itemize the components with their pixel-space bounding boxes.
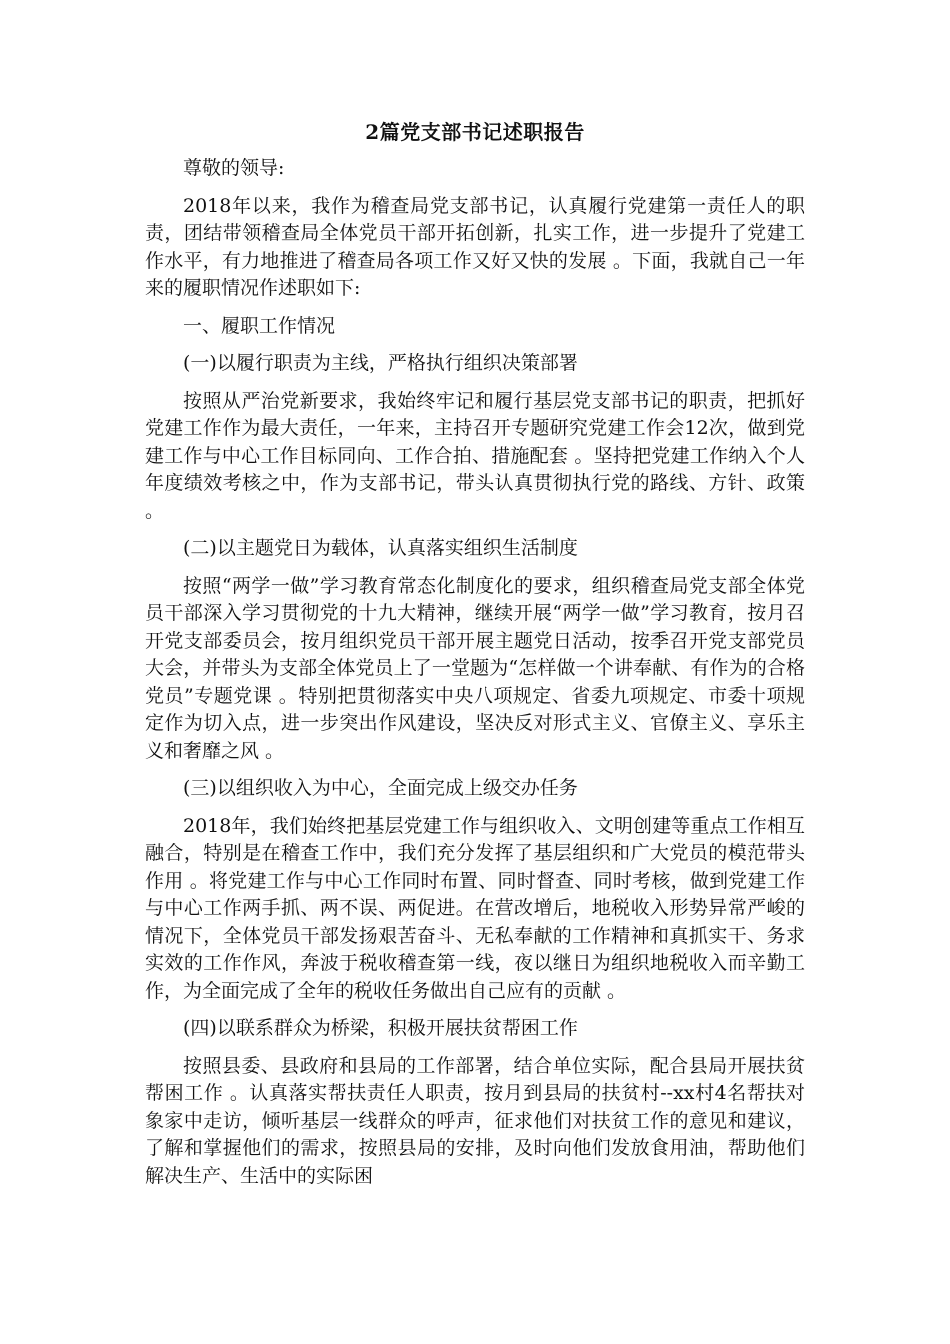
intro-paragraph: 2018年以来，我作为稽查局党支部书记，认真履行党建第一责任人的职责，团结带领稽查局全体党员干部开拓创新，扎实工作，进一步提升了党建工作水平，有力地推进了稽查局各项工作又好又快的发展 。下面，我就自己一年来的履职情况作述职如下: <box>145 194 805 299</box>
salutation: 尊敬的领导: <box>183 157 285 179</box>
subsection-heading-2: (二)以主题党日为载体，认真落实组织生活制度 <box>183 537 578 559</box>
subsection-heading-1: (一)以履行职责为主线，严格执行组织决策部署 <box>183 352 578 374</box>
subsection-body-2: 按照“两学一做”学习教育常态化制度化的要求，组织稽查局党支部全体党员干部深入学习贯彻党的十九大精神，继续开展“两学一做”学习教育，按月召开党支部委员会，按月组织党员干部开展主题党日活动，按季召开党支部党员大会，并带头为支部全体党员上了一堂题为“怎样做一个讲奉献、有作为的合格党员”专题党课 。特别把贯彻落实中央八项规定、省委九项规定、市委十项规定作为切入点，进一步突出作风建设，坚决反对形式主义、官僚主义、享乐主义和奢靡之风 。 <box>145 574 805 762</box>
subsection-body-4: 按照县委、县政府和县局的工作部署，结合单位实际，配合县局开展扶贫帮困工作 。认真落实帮扶责任人职责，按月到县局的扶贫村--xx村4名帮扶对象家中走访，倾听基层一线群众的呼声，征求他们对扶贫工作的意见和建议，了解和掌握他们的需求，按照县局的安排，及时向他们发放食用油，帮助他们解决生产、生活中的实际困 <box>145 1054 805 1187</box>
subsection-heading-3: (三)以组织收入为中心，全面完成上级交办任务 <box>183 777 578 799</box>
subsection-heading-4: (四)以联系群众为桥梁，积极开展扶贫帮困工作 <box>183 1017 578 1039</box>
subsection-body-3: 2018年，我们始终把基层党建工作与组织收入、文明创建等重点工作相互融合，特别是在稽查工作中，我们充分发挥了基层组织和广大党员的模范带头作用 。将党建工作与中心工作同时布置、同时督查、同时考核，做到党建工作与中心工作两手抓、两不误、两促进。在营改增后，地税收入形势异常严峻的情况下，全体党员干部发扬艰苦奋斗、无私奉献的工作精神和真抓实干、务求实效的工作作风，奔波于税收稽查第一线，夜以继日为组织地税收入而辛勤工作，为全面完成了全年的税收任务做出自己应有的贡献 。 <box>145 814 805 1002</box>
subsection-body-1: 按照从严治党新要求，我始终牢记和履行基层党支部书记的职责，把抓好党建工作作为最大责任，一年来，主持召开专题研究党建工作会12次，做到党建工作与中心工作目标同向、工作合拍、措施配套 。坚持把党建工作纳入个人年度绩效考核之中，作为支部书记，带头认真贯彻执行党的路线、方针、政策 。 <box>145 389 805 522</box>
document-page <box>145 118 805 1200</box>
document-title: 2篇党支部书记述职报告 <box>365 120 585 144</box>
section-heading-1: 一、履职工作情况 <box>183 314 336 337</box>
